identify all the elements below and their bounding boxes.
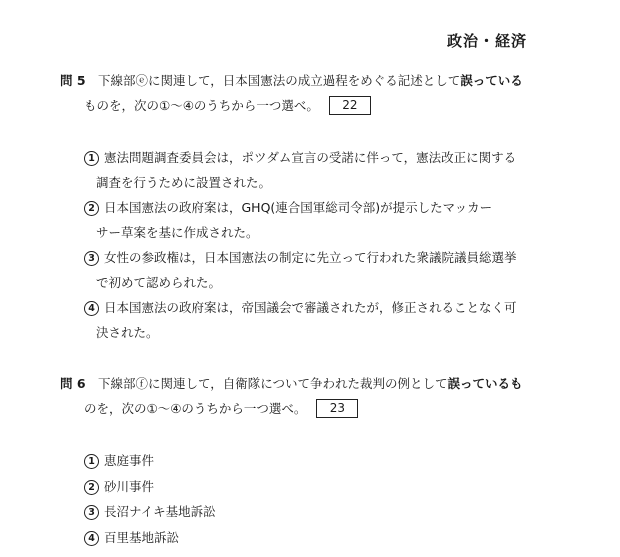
choice-text: 長沼ナイキ基地訴訟: [104, 504, 216, 519]
choice-list: [84, 448, 540, 550]
choice-number-icon: 3: [84, 251, 99, 266]
stem-emphasis: 誤っている: [460, 73, 523, 88]
stem-text: ものを，次の①〜④のうちから一つ選べ。: [84, 98, 319, 113]
stem-text: 下線部ⓕに関連して，自衛隊について争われた裁判の例として: [98, 376, 448, 391]
question-number: 問 5: [60, 73, 86, 88]
stem-text: のを，次の①〜④のうちから一つ選べ。: [84, 401, 307, 416]
question-6: [60, 371, 540, 550]
question-stem: [60, 68, 540, 118]
choice-item[interactable]: [84, 295, 540, 345]
choice-text: 恵庭事件: [104, 453, 155, 468]
choice-item[interactable]: [84, 195, 540, 245]
choice-item[interactable]: [84, 448, 540, 474]
choice-text: 砂川事件: [104, 478, 155, 494]
choice-text: 調査を行うために設置された。: [96, 175, 272, 190]
stem-emphasis: 誤っているも: [447, 376, 523, 391]
choice-item[interactable]: [84, 525, 540, 551]
choice-text: 日本国憲法の政府案は，帝国議会で審議されたが，修正されることなく可: [104, 300, 517, 315]
choice-item[interactable]: [84, 474, 540, 500]
question-number: 問 6: [60, 376, 86, 391]
choice-text: サー草案を基に作成された。: [96, 225, 259, 240]
choice-number-icon: 4: [84, 301, 99, 316]
choice-number-icon: 1: [84, 454, 99, 469]
answer-box[interactable]: 23: [316, 399, 358, 418]
choice-number-icon: 2: [84, 480, 99, 495]
choice-text: 女性の参政権は，日本国憲法の制定に先立って行われた衆議院議員総選挙: [104, 250, 517, 265]
choice-item[interactable]: [84, 145, 540, 195]
choice-text: で初めて認められた。: [96, 275, 222, 290]
choice-number-icon: 1: [84, 151, 99, 166]
choice-list: [84, 145, 540, 345]
choice-number-icon: 3: [84, 505, 99, 520]
choice-item[interactable]: [84, 499, 540, 525]
question-5: [60, 68, 540, 345]
choice-text: 日本国憲法の政府案は，GHQ(連合国軍総司令部)が提示したマッカー: [104, 200, 493, 215]
answer-box[interactable]: 22: [329, 96, 371, 115]
choice-number-icon: 2: [84, 201, 99, 216]
choice-number-icon: 4: [84, 531, 99, 546]
choice-item[interactable]: [84, 245, 540, 295]
choice-text: 百里基地訴訟: [104, 529, 180, 545]
stem-text: 下線部ⓔに関連して，日本国憲法の成立過程をめぐる記述として: [98, 73, 461, 88]
choice-text: 決された。: [96, 325, 159, 340]
subject-header: 政治・経済: [447, 32, 528, 50]
question-stem: [60, 371, 540, 421]
choice-text: 憲法問題調査委員会は，ポツダム宣言の受諾に伴って，憲法改正に関する: [104, 150, 517, 165]
